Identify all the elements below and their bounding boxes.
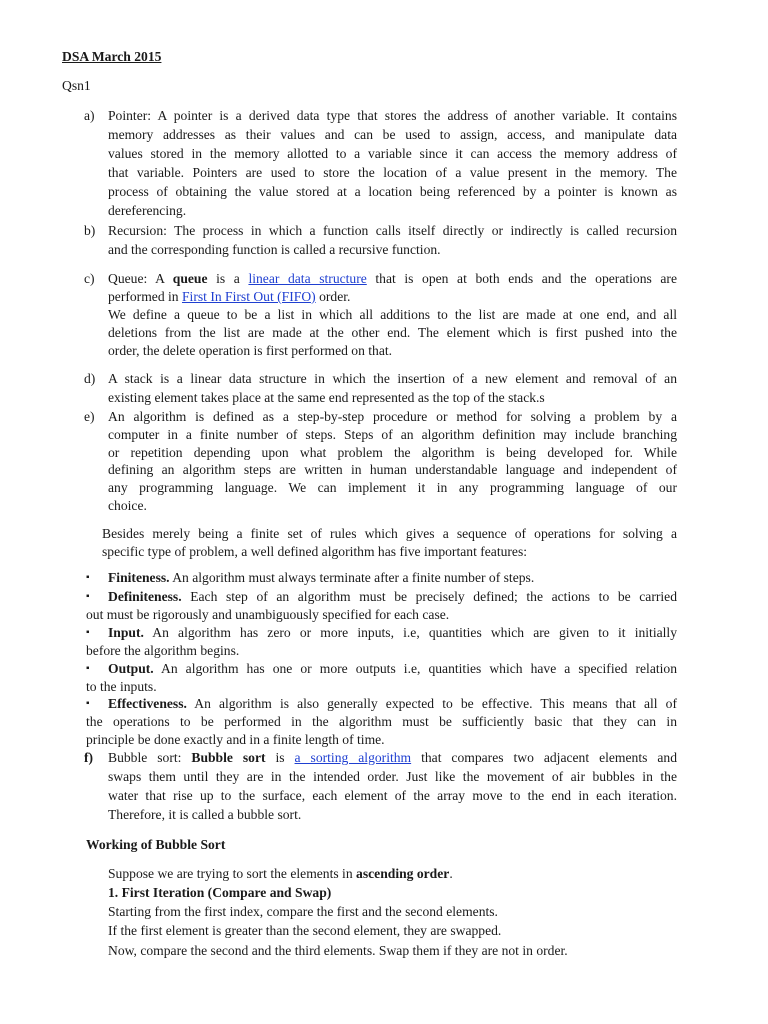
text-span: that is open at both ends and the operations are: [366, 271, 677, 286]
feature-input: [108, 624, 677, 641]
feature-text: An algorithm must always terminate after a finite number of steps.: [169, 570, 535, 585]
step-heading: 1. First Iteration (Compare and Swap): [108, 885, 332, 900]
item-a-line: that variable. Pointers are used to store the location of a value present in the memory. The: [108, 165, 677, 180]
item-d-line: existing element takes place at the same end represented as the top of the stack.s: [108, 390, 545, 405]
bullet-icon: ▪: [86, 698, 90, 709]
item-e-line: any programming language. We can implement it in any programming language of our: [108, 480, 677, 495]
bullet-icon: ▪: [86, 663, 90, 674]
feature-name: Definiteness.: [108, 589, 182, 604]
item-d-line: A stack is a linear data structure in which the insertion of a new element and removal of an: [108, 371, 677, 386]
item-c-line: We define a queue to be a list in which all additions to the list are made at one end, and all: [108, 307, 677, 322]
feature-name: Effectiveness.: [108, 696, 187, 711]
bubble-sort-term: Bubble sort: [191, 750, 266, 765]
feature-output: [108, 660, 677, 677]
features-intro-line: specific type of problem, a well defined algorithm has five important features:: [102, 544, 528, 559]
item-a-line: memory addresses as their values and can be used to assign, access, and manipulate data: [108, 127, 677, 142]
item-d-marker: d): [84, 371, 96, 386]
item-b-marker: b): [84, 223, 96, 238]
text-span: performed in: [108, 289, 182, 304]
feature-effectiveness-cont: the operations to be performed in the algorithm must be sufficiently basic that they can in: [86, 714, 677, 729]
feature-name: Input.: [108, 625, 144, 640]
link-sorting-algorithm[interactable]: a sorting algorithm: [294, 750, 412, 765]
feature-finiteness: [108, 569, 534, 586]
item-c-line-2: [108, 288, 350, 305]
feature-output-cont: to the inputs.: [86, 679, 157, 694]
item-a-line: Pointer: A pointer is a derived data type that stores the address of another variable. It contains: [108, 108, 677, 123]
item-f-line: swaps them until they are in the intended order. Just like the movement of air bubbles in the: [108, 769, 677, 784]
bullet-icon: ▪: [86, 572, 90, 583]
item-c-line-1: [108, 270, 677, 287]
item-e-line: or repetition depending upon what problem the algorithm is being developed for. While: [108, 445, 677, 460]
item-a-line: process of obtaining the value stored at a location being referenced by a pointer is known as: [108, 184, 677, 199]
question-label: Qsn1: [62, 78, 91, 93]
item-c-marker: c): [84, 271, 95, 286]
link-fifo[interactable]: First In First Out (FIFO): [181, 289, 316, 304]
feature-effectiveness: [108, 695, 677, 712]
feature-text: An algorithm has one or more outputs i.e, quantities which have a specified relation: [153, 661, 677, 676]
feature-effectiveness-cont: principle be done exactly and in a finite length of time.: [86, 732, 385, 747]
item-f-line: Therefore, it is called a bubble sort.: [108, 807, 302, 822]
item-a-marker: a): [84, 108, 95, 123]
feature-name: Finiteness.: [108, 570, 170, 585]
features-intro-line: Besides merely being a finite set of rules which gives a sequence of operations for solving a: [102, 526, 677, 541]
link-linear-data-structure[interactable]: linear data structure: [248, 271, 367, 286]
queue-term: queue: [172, 271, 208, 286]
feature-text: An algorithm has zero or more inputs, i.e, quantities which are given to it initially: [143, 625, 677, 640]
feature-text: An algorithm is also generally expected to be effective. This means that all of: [186, 696, 677, 711]
text-span: Suppose we are trying to sort the elements in: [108, 866, 357, 881]
item-e-line: An algorithm is defined as a step-by-step procedure or method for solving a problem by a: [108, 409, 677, 424]
item-c-line: order, the delete operation is first performed on that.: [108, 343, 393, 358]
feature-text: Each step of an algorithm must be precisely defined; the actions to be carried: [181, 589, 677, 604]
item-c-line: deletions from the list are made at the other end. The element which is first pushed into the: [108, 325, 677, 340]
item-b-line: and the corresponding function is called a recursive function.: [108, 242, 441, 257]
item-f-line: water that rise up to the surface, each element of the array move to the end in each iteration.: [108, 788, 677, 803]
feature-definiteness: [108, 588, 677, 605]
item-e-line: defining an algorithm steps are written in human understandable language and independent of: [108, 462, 677, 477]
working-intro: [108, 865, 453, 882]
item-a-line: dereferencing.: [108, 203, 187, 218]
step-line: Starting from the first index, compare the first and the second elements.: [108, 904, 498, 919]
item-e-line: choice.: [108, 498, 147, 513]
text-span: that compares two adjacent elements and: [411, 750, 677, 765]
text-span: order.: [315, 289, 351, 304]
text-span: .: [449, 866, 453, 881]
item-e-marker: e): [84, 409, 95, 424]
document-title: DSA March 2015: [62, 49, 162, 64]
step-line: Now, compare the second and the third elements. Swap them if they are not in order.: [108, 943, 568, 958]
bullet-icon: ▪: [86, 627, 90, 638]
feature-name: Output.: [108, 661, 154, 676]
text-span: is: [265, 750, 295, 765]
feature-input-cont: before the algorithm begins.: [86, 643, 240, 658]
step-line: If the first element is greater than the second element, they are swapped.: [108, 923, 502, 938]
bullet-icon: ▪: [86, 591, 90, 602]
ascending-order-term: ascending order: [356, 866, 450, 881]
text-span: Bubble sort:: [108, 750, 192, 765]
feature-definiteness-cont: out must be rigorously and unambiguously specified for each case.: [86, 607, 450, 622]
item-a-line: values stored in the memory allotted to a variable since it can access the memory address of: [108, 146, 677, 161]
item-f-marker: f): [84, 750, 94, 765]
text-span: is a: [207, 271, 249, 286]
item-f-line-1: [108, 749, 677, 766]
item-e-line: computer in a finite number of steps. Steps of an algorithm definition may include branching: [108, 427, 677, 442]
working-heading: Working of Bubble Sort: [86, 837, 226, 852]
item-b-line: Recursion: The process in which a function calls itself directly or indirectly is called recursion: [108, 223, 677, 238]
text-span: Queue: A: [108, 271, 173, 286]
